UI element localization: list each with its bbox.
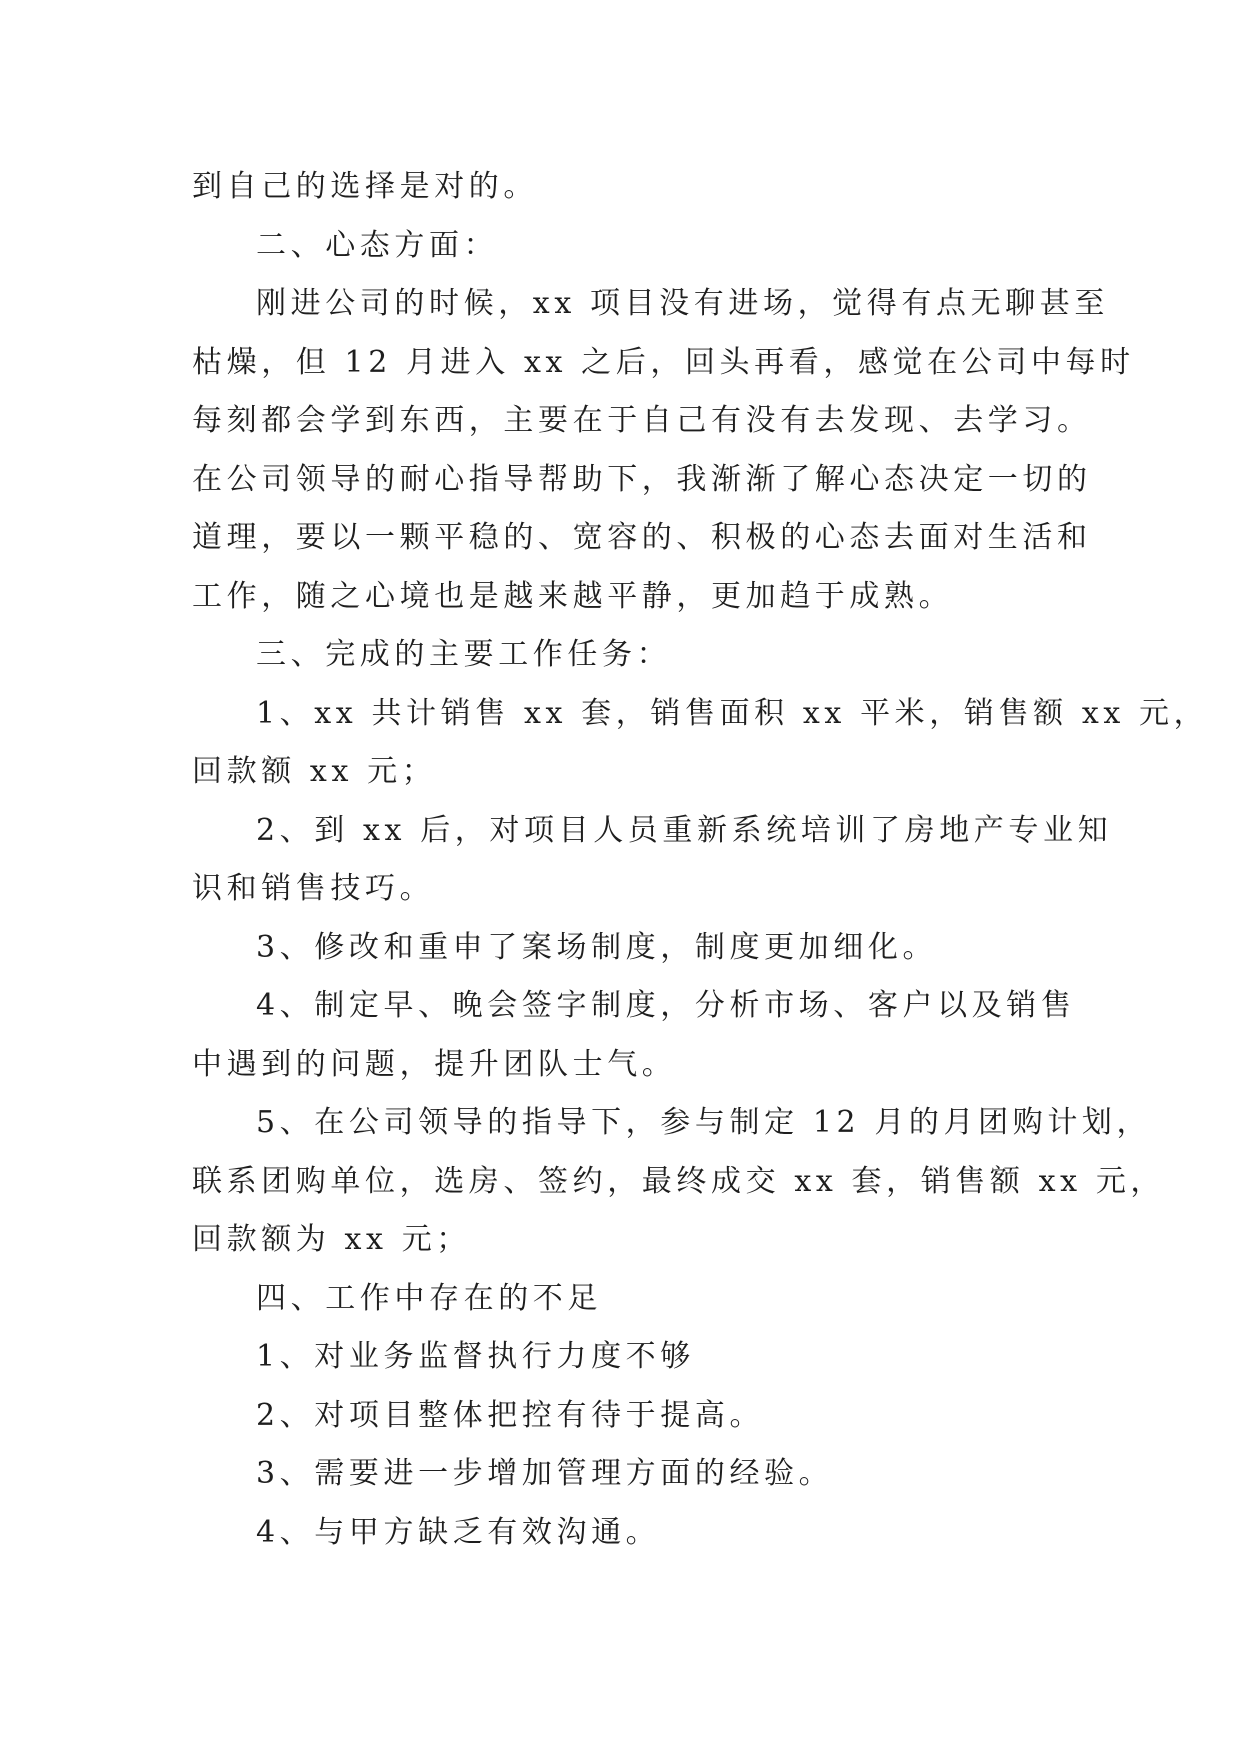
text-line: 4、制定早、晚会签字制度，分析市场、客户以及销售: [256, 988, 1076, 1023]
text-line: 1、对业务监督执行力度不够: [256, 1339, 695, 1374]
text-line: 回款额 xx 元；: [192, 754, 437, 789]
text-line: 回款额为 xx 元；: [192, 1222, 471, 1257]
text-line: 5、在公司领导的指导下，参与制定 12 月的月团购计划，: [256, 1105, 1152, 1140]
text-line: 联系团购单位，选房、签约，最终成交 xx 套，销售额 xx 元，: [192, 1163, 1166, 1199]
text-line: 3、修改和重申了案场制度，制度更加细化。: [256, 929, 938, 965]
paragraph-mindset: [192, 275, 1135, 626]
text-line: 枯燥，但 12 月进入 xx 之后，回头再看，感觉在公司中每时: [192, 344, 1135, 380]
task-item-3: [192, 919, 1072, 978]
text-line: 到自己的选择是对的。: [192, 169, 538, 204]
section-heading-tasks: [192, 626, 1072, 685]
paragraph-conclusion: [192, 158, 1072, 217]
text-line: 刚进公司的时候，xx 项目没有进场，觉得有点无聊甚至: [256, 286, 1109, 321]
shortcoming-item-2: [192, 1387, 1072, 1446]
task-item-5: [192, 1094, 1166, 1270]
text-line: 每刻都会学到东西，主要在于自己有没有去发现、去学习。: [192, 403, 1092, 438]
text-line: 2、到 xx 后，对项目人员重新系统培训了房地产专业知: [256, 812, 1113, 848]
task-item-1: [192, 685, 1209, 802]
document-body: [192, 158, 1209, 1562]
shortcoming-item-3: [192, 1445, 1072, 1504]
task-item-2: [192, 802, 1113, 919]
text-line: 4、与甲方缺乏有效沟通。: [256, 1514, 661, 1550]
section-heading-shortcomings: [192, 1270, 1072, 1329]
text-line: 工作，随之心境也是越来越平静，更加趋于成熟。: [192, 578, 954, 614]
text-line: 三、完成的主要工作任务：: [256, 637, 672, 672]
shortcoming-item-1: [192, 1328, 1072, 1387]
text-line: 2、对项目整体把控有待于提高。: [256, 1397, 765, 1433]
text-line: 二、心态方面：: [256, 227, 499, 263]
section-heading-mindset: [192, 217, 1072, 276]
text-line: 3、需要进一步增加管理方面的经验。: [256, 1456, 834, 1491]
shortcoming-item-4: [192, 1504, 1072, 1563]
text-line: 在公司领导的耐心指导帮助下，我渐渐了解心态决定一切的: [192, 461, 1092, 497]
task-item-4: [192, 977, 1076, 1094]
text-line: 1、xx 共计销售 xx 套，销售面积 xx 平米，销售额 xx 元，: [256, 695, 1209, 731]
text-line: 识和销售技巧。: [192, 871, 435, 906]
text-line: 中遇到的问题，提升团队士气。: [192, 1046, 677, 1082]
text-line: 四、工作中存在的不足: [256, 1280, 602, 1316]
text-line: 道理，要以一颗平稳的、宽容的、积极的心态去面对生活和: [192, 520, 1092, 555]
